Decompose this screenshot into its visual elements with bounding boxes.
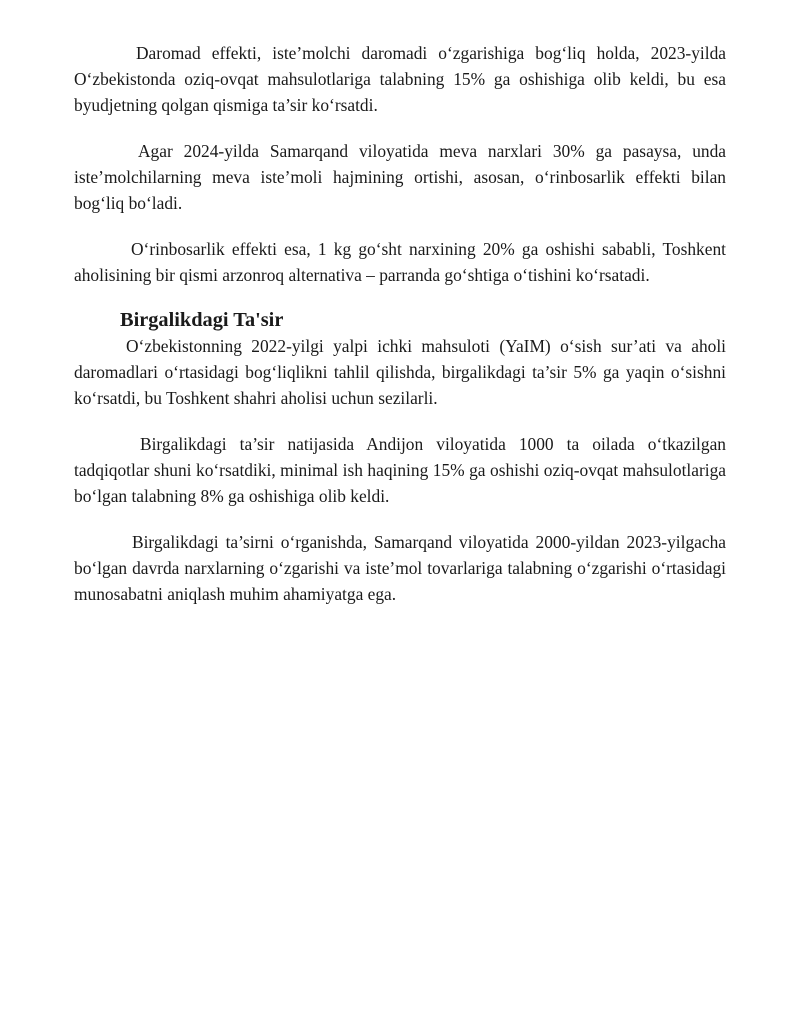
paragraph-andijan-study: Birgalikdagi ta’sir natijasida Andijon viloyatida 1000 ta oilada o‘tkazilgan tadqiqotlar shuni ko‘rsatdiki, minimal ish haqining 15% ga oshishi oziq-ovqat mahsulotlariga bo‘lgan talabning 8% ga oshishiga olib keldi.: [74, 434, 726, 506]
paragraph-samarkand-analysis: Birgalikdagi ta’sirni o‘rganishda, Samarqand viloyatida 2000-yildan 2023-yilgacha bo‘lgan davrda narxlarning o‘zgarishi va iste’mol tovarlariga talabning o‘zgarishi o‘rtasidagi munosabatni aniqlash muhim ahamiyatga ega.: [74, 532, 726, 604]
paragraph-substitution-effect: O‘rinbosarlik effekti esa, 1 kg go‘sht narxining 20% ga oshishi sababli, Toshkent aholisining bir qismi arzonroq alternativa – parranda go‘shtiga o‘tishini ko‘rsatadi.: [74, 239, 726, 285]
section-heading: Birgalikdagi Ta'sir: [120, 309, 284, 331]
document-page: [74, 40, 726, 627]
paragraph-income-effect: Daromad effekti, iste’molchi daromadi o‘zgarishiga bog‘liq holda, 2023-yilda O‘zbekistonda oziq-ovqat mahsulotlariga talabning 15% ga oshishiga olib keldi, bu esa byudjetning qolgan qismiga ta’sir ko‘rsatdi.: [74, 43, 726, 115]
paragraph-fruit-prices: Agar 2024-yilda Samarqand viloyatida meva narxlari 30% ga pasaysa, unda iste’molchilarning meva iste’moli hajmining ortishi, asosan, o‘rinbosarlik effekti bilan bog‘liq bo‘ladi.: [74, 141, 726, 213]
paragraph-gdp-growth: O‘zbekistonning 2022-yilgi yalpi ichki mahsuloti (YaIM) o‘sish sur’ati va aholi daromadlari o‘rtasidagi bog‘liqlikni tahlil qilishda, birgalikdagi ta’sir 5% ga yaqin o‘sishni ko‘rsatdi, bu Toshkent shahri aholisi uchun sezilarli.: [74, 336, 726, 408]
